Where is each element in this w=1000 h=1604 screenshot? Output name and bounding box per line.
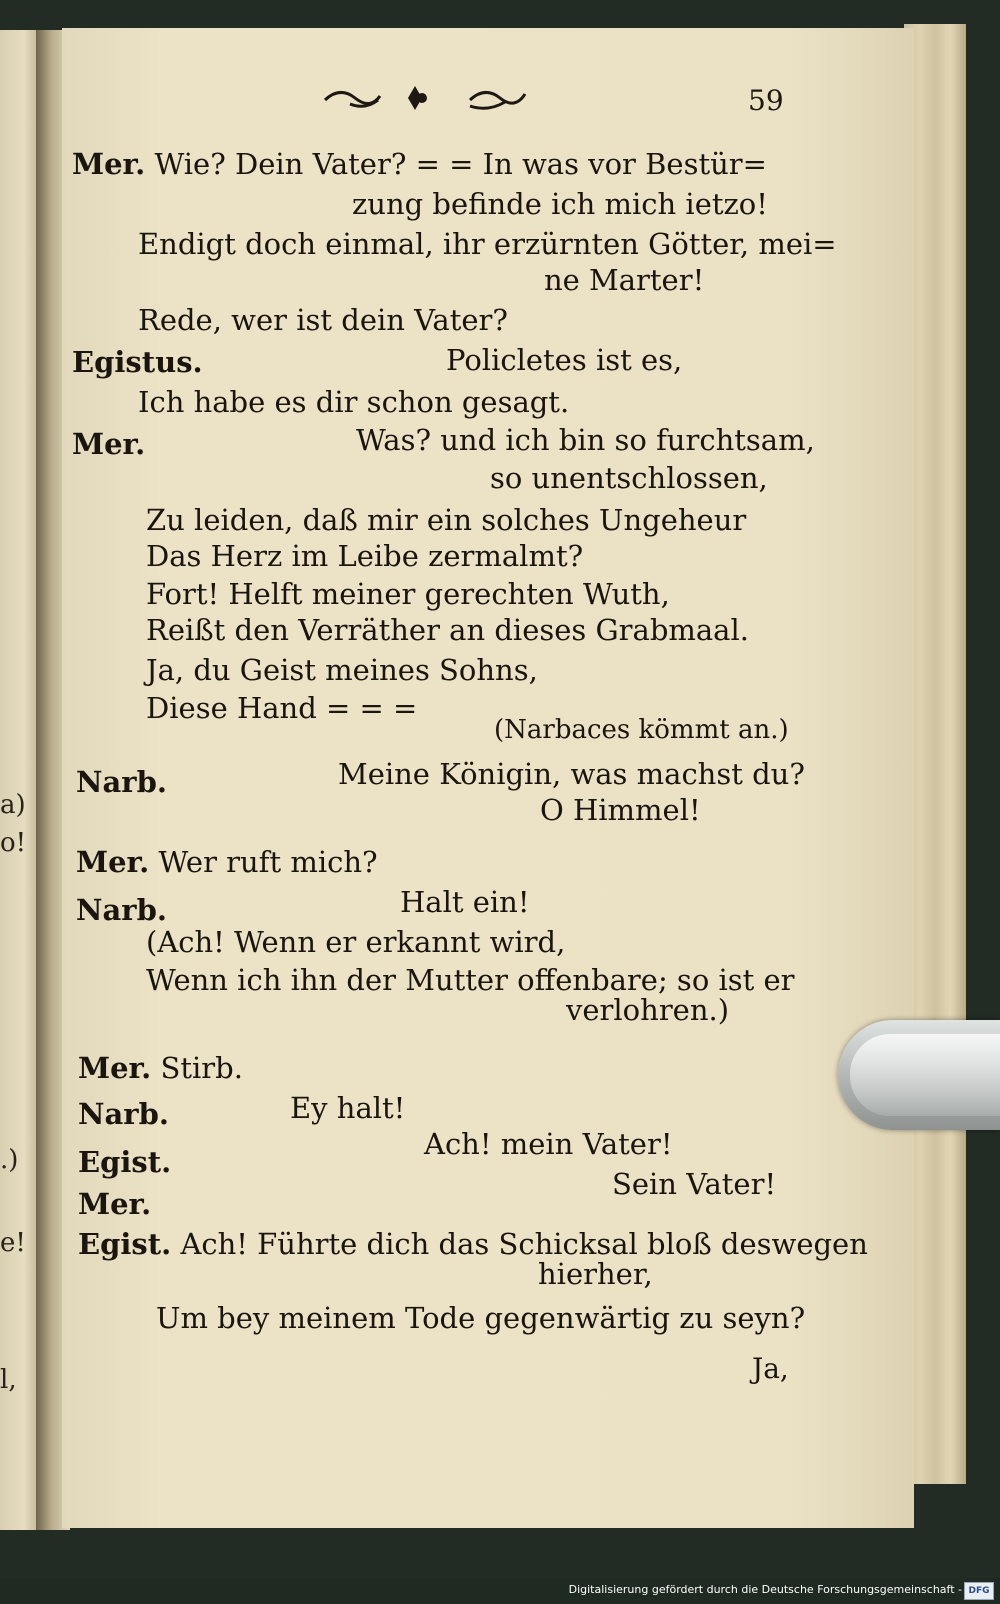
line-text: Wenn ich ihn der Mutter offenbare; so ist er [146, 963, 795, 997]
line-text: Das Herz im Leibe zermalmt? [146, 539, 584, 573]
speaker-name: Narb. [76, 893, 167, 927]
line-text: Ja, du Geist meines Sohns, [146, 653, 538, 687]
text-line [146, 502, 746, 538]
text-line [566, 992, 729, 1028]
text-line [72, 426, 145, 462]
line-text: Meine Königin, was machst du? [338, 757, 805, 791]
text-line [290, 1090, 405, 1126]
text-line [76, 764, 167, 800]
line-text: Ach! Führte dich das Schicksal bloß deswegen [180, 1227, 868, 1261]
line-text: (Ach! Wenn er erkannt wird, [146, 925, 566, 959]
line-text: Endigt doch einmal, ihr erzürnten Götter, mei= [138, 227, 837, 261]
line-text: verlohren.) [566, 993, 730, 1027]
text-line [338, 756, 805, 792]
facing-page-fragment: .) [0, 1145, 19, 1175]
text-line [146, 538, 583, 574]
text-line [146, 612, 749, 648]
speaker-name: Narb. [76, 765, 167, 799]
footer-bar [0, 1578, 1000, 1604]
text-line [156, 1300, 805, 1336]
speaker-name: Egist. [78, 1227, 172, 1261]
text-line [538, 1256, 653, 1292]
page-number: 59 [748, 84, 784, 117]
speaker-name: Mer. [76, 845, 150, 879]
line-text: hierher, [538, 1257, 653, 1291]
text-line [138, 302, 508, 338]
text-line [72, 344, 203, 380]
line-text: Sein Vater! [612, 1167, 777, 1201]
text-line [78, 1050, 243, 1086]
line-text: zung befinde ich mich ietzo! [352, 187, 768, 221]
speaker-name: Egistus. [72, 345, 203, 379]
facing-page-fragment: o! [0, 828, 27, 858]
line-text: (Narbaces kömmt an.) [494, 715, 789, 745]
text-line [78, 1144, 171, 1180]
line-text: Ach! mein Vater! [424, 1127, 673, 1161]
glass-clip-highlight [850, 1034, 1000, 1116]
line-text: Um bey meinem Tode gegenwärtig zu seyn? [156, 1301, 806, 1335]
facing-page-fragment: a) [0, 790, 26, 820]
speaker-name: Mer. [72, 147, 146, 181]
line-text: Ey halt! [290, 1091, 406, 1125]
line-text: Halt ein! [400, 885, 530, 919]
speaker-name: Egist. [78, 1145, 172, 1179]
line-text: Ich habe es dir schon gesagt. [138, 385, 570, 419]
line-text: Reißt den Verräther an dieses Grabmaal. [146, 613, 749, 647]
text-line [146, 690, 417, 726]
text-line [76, 892, 167, 928]
text-line [138, 384, 569, 420]
dfg-logo-icon: DFG [964, 1582, 994, 1600]
text-line [146, 576, 670, 612]
line-text: ne Marter! [544, 263, 705, 297]
text-line [424, 1126, 672, 1162]
facing-page-fragment: l, [0, 1365, 17, 1395]
line-text: Wie? Dein Vater? = = In was vor Bestür= [154, 147, 767, 181]
text-line [540, 792, 701, 828]
text-line [490, 460, 768, 496]
line-text: Was? und ich bin so furchtsam, [356, 423, 815, 457]
header-ornament [320, 78, 530, 118]
text-line [146, 652, 538, 688]
text-line [78, 1186, 151, 1222]
line-text: so unentschlossen, [490, 461, 768, 495]
line-text: Zu leiden, daß mir ein solches Ungeheur [146, 503, 747, 537]
text-line [544, 262, 704, 298]
text-line [612, 1166, 776, 1202]
speaker-name: Mer. [72, 427, 146, 461]
line-text: Policletes ist es, [446, 343, 683, 377]
facing-page-edge [0, 30, 40, 1530]
facing-page-fragment: e! [0, 1228, 26, 1258]
text-line [72, 146, 767, 182]
line-text: O Himmel! [540, 793, 701, 827]
speaker-name: Mer. [78, 1187, 152, 1221]
text-line [78, 1226, 868, 1262]
stage-direction [494, 712, 789, 748]
line-text: Wer ruft mich? [158, 845, 378, 879]
footer-credit: Digitalisierung gefördert durch die Deutsche Forschungsgemeinschaft - [568, 1583, 962, 1596]
text-line [78, 1096, 169, 1132]
speaker-name: Narb. [78, 1097, 169, 1131]
text-line [76, 844, 378, 880]
text-line [352, 186, 768, 222]
text-line [356, 422, 815, 458]
line-text: Fort! Helft meiner gerechten Wuth, [146, 577, 670, 611]
speaker-name: Mer. [78, 1051, 152, 1085]
catchword: Ja, [752, 1352, 789, 1385]
text-line [400, 884, 530, 920]
line-text: Rede, wer ist dein Vater? [138, 303, 508, 337]
line-text: Stirb. [160, 1051, 243, 1085]
text-line [446, 342, 682, 378]
text-line [146, 924, 565, 960]
line-text: Diese Hand = = = [146, 691, 418, 725]
text-line [138, 226, 837, 262]
